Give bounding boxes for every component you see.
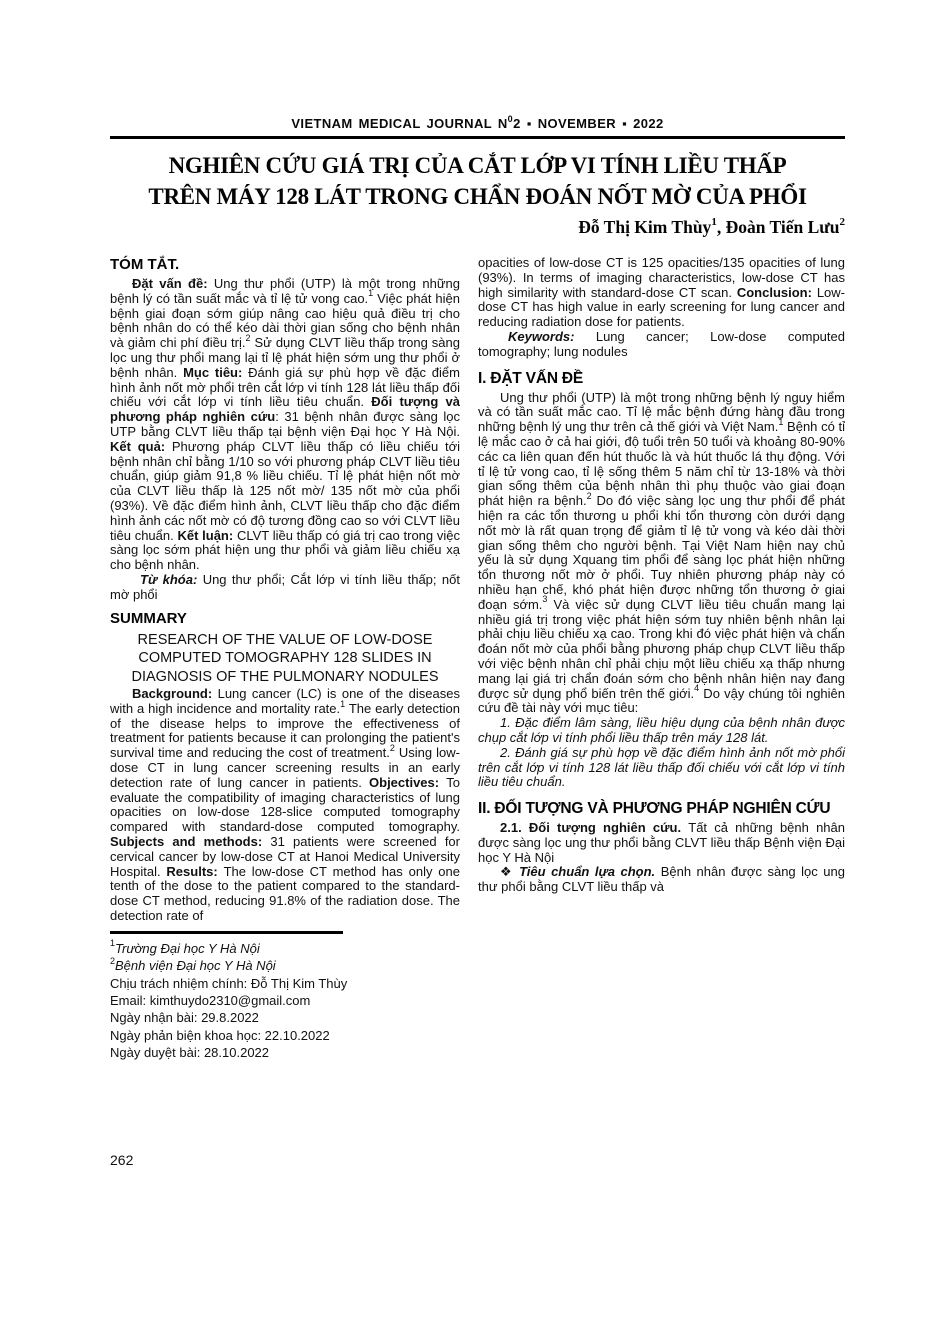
footnote-divider	[110, 931, 343, 934]
text-run: Subjects and methods:	[110, 834, 271, 849]
text-run: 1	[110, 938, 116, 949]
text-run: Ung thư phổi; Cắt lớp vi tính liều thấp; nốt mờ phổi	[110, 571, 460, 602]
text-run: 1	[340, 698, 346, 709]
text-run: Tất cả những bệnh nhân được sàng lọc ung thư phổi bằng CLVT liều thấp Bệnh viện Đại học Y Hà Nội	[478, 820, 845, 865]
text-run: 2	[389, 742, 395, 753]
text-run: Mục tiêu:	[183, 364, 249, 380]
text-run: Và việc sử dụng CLVT liều tiêu chuẩn mang lại nhiều giá trị trong việc phát hiện sớm tuy nhiên bệnh nhân lại phải chịu liều chiếu xạ cao. Trong khi đó việc phát hiện và chẩn đoán nốt mờ của phổi bằng phương pháp chụp CLVT liều thấp với việc bệnh nhân chỉ phải chịu một liều chiếu xạ thấp nhưng mang lại giá trị chẩn đoán sớm cho bệnh nhân hiện nay đang được sử dụng phổ biến trên thế giới.	[478, 596, 846, 701]
keywords-paragraph-en	[478, 330, 845, 360]
selection-criteria-paragraph	[478, 865, 845, 895]
text-run: 1. Đặc điểm lâm sàng, liều hiệu dụng của bệnh nhân được chụp cắt lớp vi tính phổi liều thấp trên máy 128 lát.	[478, 715, 845, 745]
footnote-received-date: Ngày nhận bài: 29.8.2022	[110, 1010, 259, 1026]
text-run: Bệnh nhân được sàng lọc ung thư phổi bằng CLVT liều thấp và	[478, 864, 845, 895]
text-run: Using low-dose CT in lung cancer screening results in an early detection rate of lung cancer in patients.	[110, 745, 460, 790]
text-run: Đỗ Thị Kim Thùy	[578, 217, 712, 237]
text-run: Sử dụng CLVT liều thấp trong sàng lọc ung thư phổi mang lại tỉ lệ phát hiện sớm ung thư phổi ở bệnh nhân.	[110, 335, 460, 380]
text-run: 2 ▪ NOVEMBER ▪ 2022	[513, 116, 664, 131]
text-run: Đối tượng và phương pháp nghiên cứu	[110, 394, 460, 425]
journal-header	[110, 113, 845, 131]
introduction-paragraph	[478, 391, 845, 717]
text-run: VIETNAM MEDICAL JOURNAL N	[291, 116, 508, 131]
article-title-line-1: NGHIÊN CỨU GIÁ TRỊ CỦA CẮT LỚP VI TÍNH LIỀU THẤP	[168, 153, 787, 178]
footnote-block	[110, 931, 460, 1062]
text-run: Việc phát hiện bệnh giai đoạn sớm giúp nâng cao hiệu quả điều trị cho bệnh nhân do có thể kéo dài thời gian sống cho bệnh nhân và giảm chi phí điều trị.	[110, 290, 460, 351]
text-run: Lung cancer (LC) is one of the diseases with a high incidence and mortality rate.	[110, 686, 460, 716]
objective-item-1	[478, 716, 845, 746]
footnote-affiliation-2	[110, 957, 460, 974]
article-title-line-2: TRÊN MÁY 128 LÁT TRONG CHẨN ĐOÁN NỐT MỜ CỦA PHỔI	[148, 184, 807, 209]
subjects-paragraph	[478, 821, 845, 865]
text-run: 2	[839, 216, 845, 229]
text-run: : 31 bệnh nhân được sàng lọc UTP bằng CLVT liều thấp tại bệnh viện Đại học Y Hà Nội.	[110, 409, 460, 439]
summary-title: RESEARCH OF THE VALUE OF LOW-DOSE COMPUTED TOMOGRAPHY 128 SLIDES IN DIAGNOSIS OF THE PULMONARY NODULES	[131, 631, 439, 685]
text-run: 2.1. Đối tượng nghiên cứu.	[500, 820, 689, 836]
text-run: 1	[368, 288, 374, 299]
footnote-review-date: Ngày phản biện khoa học: 22.10.2022	[110, 1027, 330, 1043]
text-run: Trường Đại học Y Hà Nội	[115, 940, 260, 956]
text-run: 1	[778, 416, 784, 427]
text-run: opacities of low-dose CT is 125 opacities/135 opacities of lung (93%). In terms of imaging characteristics, low-dose CT has high similarity with standard-dose CT scan.	[478, 255, 845, 300]
text-run: 4	[694, 683, 700, 694]
left-column	[110, 256, 460, 1062]
text-run: TÓM TẮT	[110, 256, 175, 273]
text-run: Conclusion:	[736, 284, 817, 300]
section-heading-methods: II. ĐỐI TƯỢNG VÀ PHƯƠNG PHÁP NGHIÊN CỨU	[478, 800, 831, 818]
text-run: Kết luận:	[177, 527, 237, 543]
summary-paragraph	[110, 687, 460, 924]
text-run: Results:	[166, 863, 224, 879]
keywords-paragraph-vn	[110, 573, 460, 603]
abstract-heading	[110, 256, 460, 274]
text-run: 2	[245, 332, 251, 343]
text-run: The early detection of the disease helps to improve the effectiveness of treatment for patients because it can prolonging the patient's survival time and reducing the cost of treatment.	[110, 700, 460, 761]
text-run: 2	[110, 955, 116, 966]
abstract-paragraph	[110, 277, 460, 573]
text-run: Low-dose CT has high value in early screening for lung cancer and reducing radiation dose for patients.	[478, 284, 846, 330]
article-title	[110, 150, 845, 212]
objective-item-2	[478, 746, 845, 790]
summary-heading: SUMMARY	[110, 609, 187, 627]
text-run: .	[175, 256, 180, 273]
text-run: Ung thư phổi (UTP) là một trong những bệnh lý có tần suất mắc và tỉ lệ tử vong cao.	[110, 276, 460, 306]
text-run: Bệnh có tỉ lệ mắc cao ở cả hai giới, độ tuổi trên 50 tuổi và khoảng 80-90% các ca liên quan đến hút thuốc là và hút thuốc lá thụ động. Với tỉ lệ tử vong cao, tỉ lệ sống thêm 5 năm chỉ từ 13-18% và thời gian sống thêm của bệnh nhân thì phụ thuộc vào giai đoạn phát hiện ra bệnh.	[478, 419, 845, 509]
text-run: 0	[507, 113, 514, 124]
footnote-accepted-date: Ngày duyệt bài: 28.10.2022	[110, 1045, 270, 1061]
footnote-email: Email: kimthuydo2310@gmail.com	[110, 993, 311, 1008]
text-run: Phương pháp CLVT liều thấp có liều chiếu tới bệnh nhân chỉ bằng 1/10 so với phương pháp CLVT liều tiêu chuẩn, giúp giảm 91,8 % liều chiếu. Tỉ lệ phát hiện nốt mờ của CLVT liều thấp là 125 nốt mờ/ 135 nốt mờ của phổi (93%). Về đặc điểm hình ảnh, CLVT liều thấp cho đặc điểm hình ảnh các nốt mờ có độ tương đồng cao so với CLVT liều tiêu chuẩn.	[110, 438, 460, 543]
text-run: 3	[542, 594, 548, 605]
text-run: Lung cancer; Low-dose computed tomography; lung nodules	[478, 328, 845, 359]
page-number: 262	[110, 1152, 134, 1168]
text-run: Từ khóa:	[140, 571, 203, 587]
text-run: 31 patients were screened for cervical cancer by low-dose CT at Hanoi Medical University Hospital.	[110, 834, 460, 879]
text-run: Do đó việc sàng lọc ung thư phổi để phát hiện ra các tổn thương u phổi khi tổn thương còn dưới dạng nốt mờ là rất quan trọng để giảm tỉ lệ tử vong và kéo dài thời gian sống thêm cho người bệnh. Tại Việt Nam hiện nay chủ yếu là sử dụng Xquang tim phổi để sàng lọc phát hiện những tổn thương nốt mờ ở phổi. Tuy nhiên phương pháp này có nhiều hạn chế, khó phát hiện được những tổn thương ở giai đoạn sớm.	[478, 493, 845, 612]
authors-line	[110, 217, 845, 238]
text-run: Do vậy chúng tôi nghiên cứu đề tài này với mục tiêu:	[478, 685, 845, 716]
text-run: Keywords:	[508, 328, 596, 344]
header-rule	[110, 136, 845, 139]
text-run: Đánh giá sự phù hợp về đặc điểm hình ảnh nốt mờ phổi trên cắt lớp vi tính 128 lát liều thấp đối chiếu với cắt lớp vi tính liều tiêu chuẩn.	[110, 364, 460, 410]
text-run: Đặt vấn đề:	[132, 276, 214, 291]
text-run: The low-dose CT method has only one tenth of the dose to the patient compared to the standard-dose CT method, reducing 91.8% of the radiation dose. The detection rate of	[110, 863, 460, 923]
footnote-corresponding-author: Chịu trách nhiệm chính: Đỗ Thị Kim Thùy	[110, 975, 348, 991]
text-run: CLVT liều thấp có giá trị cao trong việc sàng lọc sớm phát hiện ung thư phổi và giảm liều chiếu xạ cho bệnh nhân.	[110, 527, 460, 573]
text-run: Kết quả:	[110, 438, 172, 454]
text-run: Tiêu chuẩn lựa chọn.	[519, 864, 661, 880]
text-run: 2	[586, 490, 592, 501]
footnote-affiliation-1	[110, 940, 460, 957]
text-run: 1	[711, 216, 717, 229]
text-run: , Đoàn Tiến Lưu	[716, 217, 840, 237]
text-run: Ung thư phổi (UTP) là một trong những bệnh lý nguy hiểm và có tần suất mắc cao. Tỉ lệ mắc bệnh đứng hàng đầu trong những bệnh lý ung thư trên cả thế giới và Việt Nam.	[478, 389, 845, 435]
section-heading-introduction: I. ĐẶT VẤN ĐỀ	[478, 369, 584, 387]
text-run: Objectives:	[369, 774, 447, 790]
right-column	[478, 256, 845, 1062]
text-run: 2. Đánh giá sự phù hợp về đặc điểm hình ảnh nốt mờ phổi trên cắt lớp vi tính 128 lát liều thấp đối chiếu với cắt lớp vi tính liều tiêu chuẩn.	[478, 744, 845, 790]
summary-continuation-paragraph	[478, 256, 845, 330]
two-column-body	[110, 256, 845, 1062]
text-run: ❖	[500, 864, 520, 880]
text-run: Bệnh viện Đại học Y Hà Nội	[115, 958, 276, 974]
text-run: To evaluate the compatibility of imaging characteristics of lung opacities on low-dose 128-slice computed tomography compared with standard-dose computed tomography.	[110, 774, 460, 835]
text-run: Background:	[132, 686, 218, 702]
